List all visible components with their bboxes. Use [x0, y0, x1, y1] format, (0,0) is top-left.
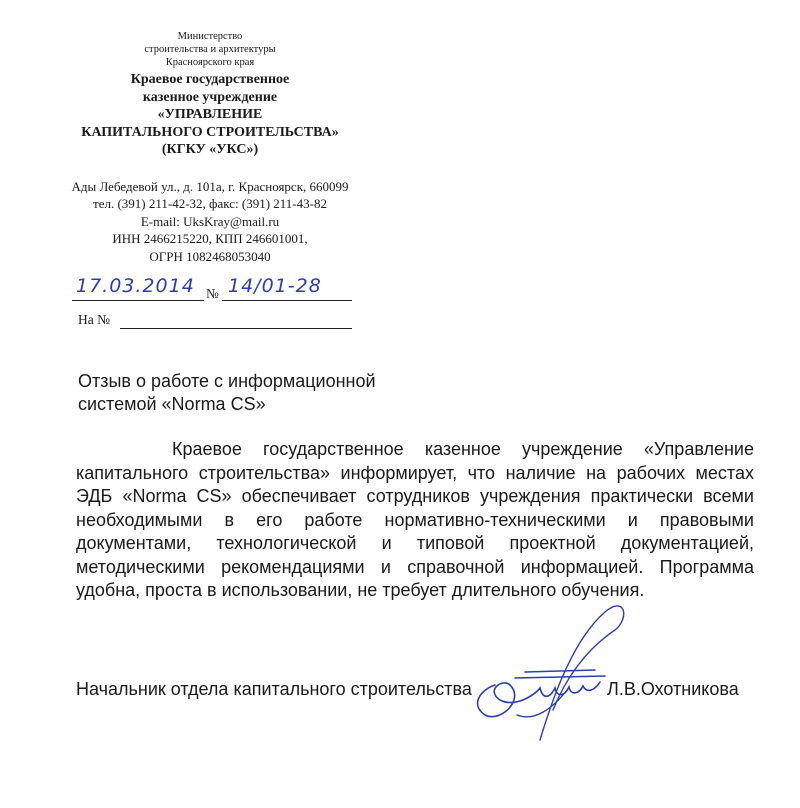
subject-line: системой «Norma CS»: [78, 394, 266, 414]
email-line: E-mail: UksKray@mail.ru: [140, 213, 280, 229]
ministry-line: строительства и архитектуры: [144, 44, 276, 55]
number-label: №: [206, 286, 219, 301]
body-paragraph: Краевое государственное казенное учреждение «Управление капитального строительства» информирует, что наличие на рабочих местах ЭДБ «Norma CS» обеспечивает сотрудников учреждения практически всеми необходимыми в его работе нормативно-техническими и правовыми документами, технологической и типовой проектной документацией, методическими рекомендациями и справочной информацией. Программа удобна, проста в использовании, не требует длительного обучения.: [76, 439, 754, 600]
number-underline: [222, 300, 352, 301]
handwritten-number: 14/01-28: [228, 275, 322, 297]
handwritten-date: 17.03.2014: [76, 275, 195, 297]
signer-title: Начальник отдела капитального строительства: [76, 679, 472, 699]
subject: [78, 370, 418, 416]
org-line: (КГКУ «УКС»): [161, 142, 259, 157]
inn-line: ИНН 2466215220, КПП 246601001,: [112, 231, 308, 246]
org-line: казенное учреждение: [142, 89, 278, 105]
ministry-line: Министерство: [177, 31, 243, 42]
subject-line: Отзыв о работе с информационной: [78, 371, 376, 391]
org-line: «УПРАВЛЕНИЕ: [157, 107, 263, 122]
ministry-line: Красноярского края: [165, 57, 255, 68]
phone-line: тел. (391) 211-42-32, факс: (391) 211-43-82: [93, 196, 327, 211]
address-line: Ады Лебедевой ул., д. 101а, г. Красноярск, 660099: [71, 178, 349, 194]
date-underline: [72, 300, 204, 301]
org-line: Краевое государственное: [130, 72, 290, 87]
handwritten-signature: [455, 590, 630, 750]
reply-label: На №: [78, 312, 110, 327]
signer-name: Л.В.Охотникова: [607, 679, 739, 699]
org-line: КАПИТАЛЬНОГО СТРОИТЕЛЬСТВА»: [81, 124, 339, 140]
letterhead: [40, 30, 380, 265]
ogrn-line: ОГРН 1082468053040: [149, 248, 271, 264]
reply-underline: [120, 328, 352, 329]
